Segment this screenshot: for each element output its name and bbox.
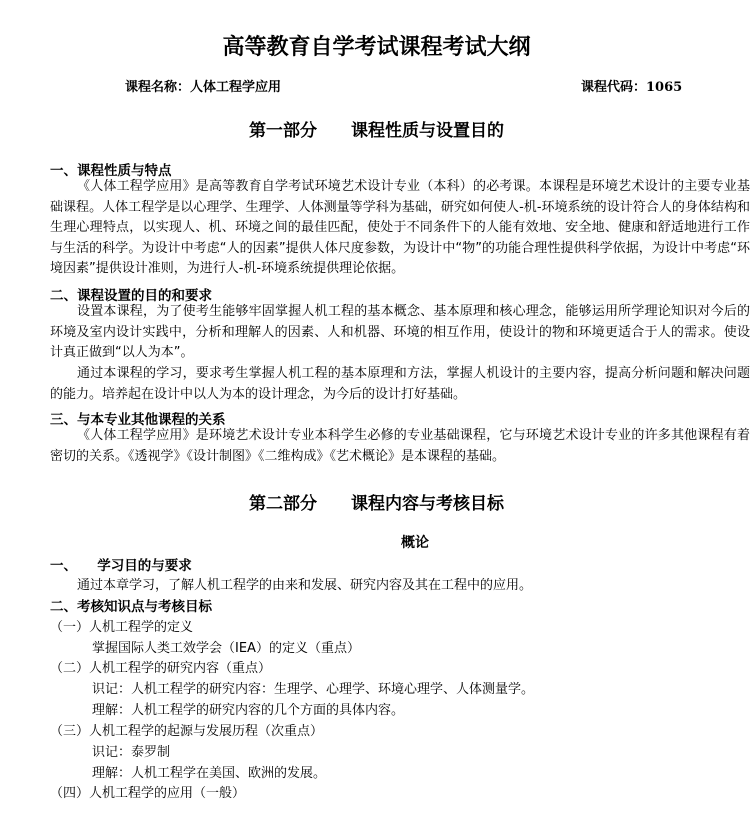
item3-line1: 识记：泰罗制 bbox=[92, 745, 171, 760]
item2-label: （二）人机工程学的研究内容（重点） bbox=[50, 661, 272, 676]
item2-line2: 理解：人机工程学的研究内容的几个方面的具体内容。 bbox=[92, 703, 405, 718]
course-code: 课程代码：1065 bbox=[581, 80, 683, 95]
item2-line1: 识记：人机工程学的研究内容：生理学、心理学、环境心理学、人体测量学。 bbox=[92, 682, 535, 697]
item4-label: （四）人机工程学的应用（一般） bbox=[50, 786, 246, 801]
part1-section1-heading: 一、课程性质与特点 bbox=[50, 163, 172, 179]
part1-section2-paragraph1: 设置本课程，为了使考生能够牢固掌握人机工程的基本概念、基本原理和核心理念，能够运用所学理论知识对今后的环境及室内设计实践中，分析和理解人的因素、人和机器、环境的相互作用，使设计的物和环境更适合于人的需求。使设计真正做到“以人为本”。 bbox=[50, 304, 750, 361]
part1-section3-paragraph: 《人体工程学应用》是环境艺术设计专业本科学生必修的专业基础课程，它与环境艺术设计专业的许多其他课程有着密切的关系。《透视学》《设计制图》《二维构成》《艺术概论》是本课程的基础。 bbox=[50, 428, 750, 464]
item1-line1: 掌握国际人类工效学会（IEA）的定义（重点） bbox=[92, 641, 360, 656]
item3-line2: 理解：人机工程学在美国、欧洲的发展。 bbox=[92, 766, 327, 781]
part2-section1-text: 通过本章学习，了解人机工程学的由来和发展、研究内容及其在工程中的应用。 bbox=[77, 578, 533, 593]
part2-heading: 第二部分 课程内容与考核目标 bbox=[249, 494, 504, 514]
part2-section1-heading: 一、 学习目的与要求 bbox=[50, 558, 192, 574]
part1-section2-heading: 二、课程设置的目的和要求 bbox=[50, 288, 212, 304]
course-name: 课程名称：人体工程学应用 bbox=[125, 80, 282, 95]
part1-section1-paragraph: 《人体工程学应用》是高等教育自学考试环境艺术设计专业（本科）的必考课。本课程是环境艺术设计的主要专业基础课程。人体工程学是以心理学、生理学、人体测量等学科为基础，研究如何使人-机-环境系统的设计符合人的身体结构和生理心理特点，以实现人、机、环境之间的最佳匹配，使处于不同条件下的人能有效地、安全地、健康和舒适地进行工作与生活的科学。为设计中考虑“人的因素”提供人体尺度参数，为设计中“物”的功能合理性提供科学依据，为设计中考虑“环境因素”提供设计准则，为进行人-机-环境系统提供理论依据。 bbox=[50, 179, 750, 277]
part1-section2-paragraph2: 通过本课程的学习，要求考生掌握人机工程的基本原理和方法，掌握人机设计的主要内容，提高分析问题和解决问题的能力。培养起在设计中以人为本的设计理念，为今后的设计打好基础。 bbox=[50, 366, 750, 402]
part2-section2-heading: 二、考核知识点与考核目标 bbox=[50, 599, 212, 615]
item3-label: （三）人机工程学的起源与发展历程（次重点） bbox=[50, 724, 324, 739]
part1-section3-heading: 三、与本专业其他课程的关系 bbox=[50, 412, 226, 428]
item1-label: （一）人机工程学的定义 bbox=[50, 620, 194, 635]
document-title: 高等教育自学考试课程考试大纲 bbox=[222, 34, 531, 60]
part1-heading: 第一部分 课程性质与设置目的 bbox=[249, 121, 504, 141]
chapter-title: 概论 bbox=[401, 535, 429, 551]
